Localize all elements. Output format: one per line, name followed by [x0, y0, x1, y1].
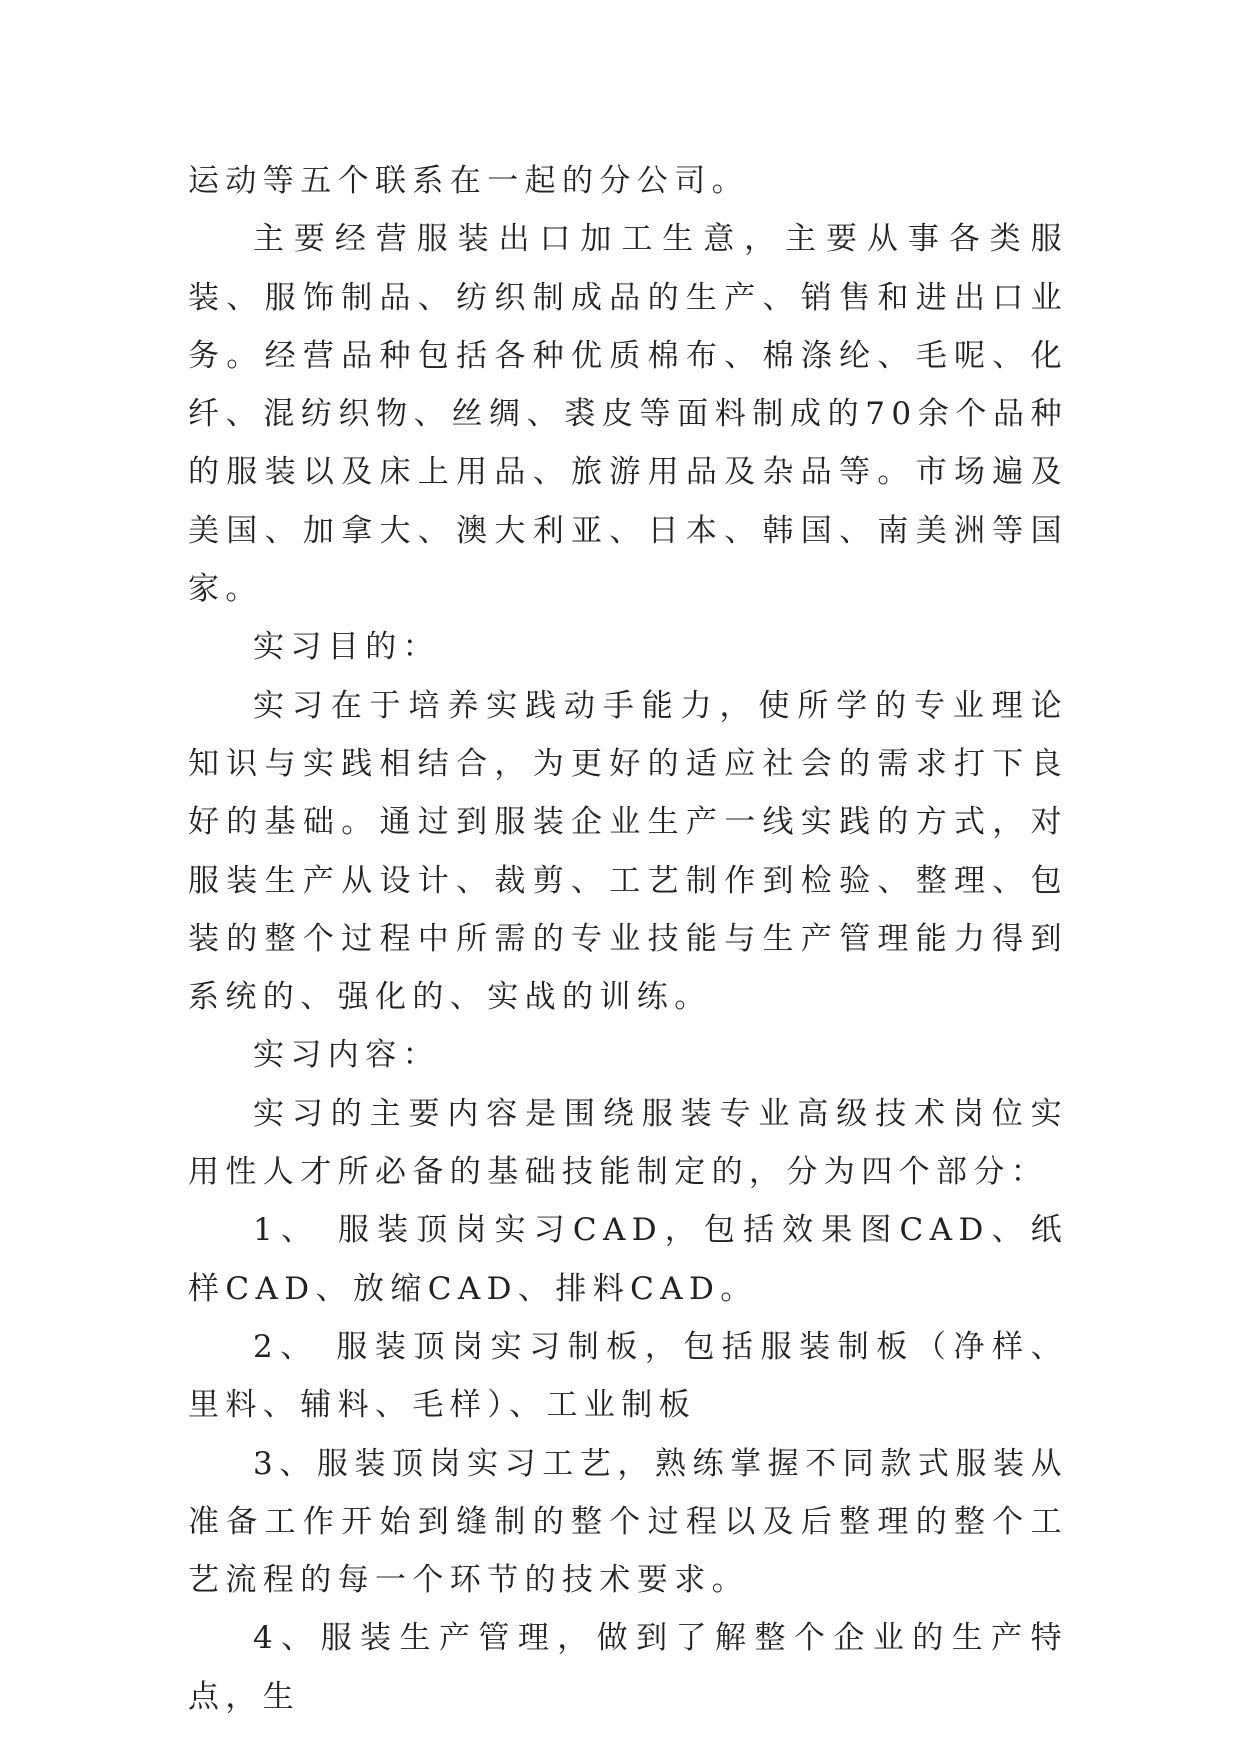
paragraph-company-intro-end: 运动等五个联系在一起的分公司。: [188, 163, 749, 199]
list-item-cad: 1、 服装顶岗实习CAD，包括效果图CAD、纸样CAD、放缩CAD、排料CAD。: [188, 1212, 1068, 1307]
list-item-craft: 3、服装顶岗实习工艺，熟练掌握不同款式服装从准备工作开始到缝制的整个过程以及后整理的整个工艺流程的每一个环节的技术要求。: [188, 1445, 1068, 1599]
list-item-production-management: 4、服装生产管理，做到了解整个企业的生产特点，生: [188, 1620, 1068, 1715]
paragraph-internship-purpose: 实习在于培养实践动手能力，使所学的专业理论知识与实践相结合，为更好的适应社会的需求打下良好的基础。通过到服装企业生产一线实践的方式，对服装生产从设计、裁剪、工艺制作到检验、整理、包装的整个过程中所需的专业技能与生产管理能力得到系统的、强化的、实战的训练。: [188, 687, 1068, 1016]
paragraph-internship-content: 实习的主要内容是围绕服装专业高级技术岗位实用性人才所必备的基础技能制定的，分为四个部分：: [188, 1095, 1068, 1191]
heading-internship-purpose: 实习目的：: [253, 629, 440, 666]
list-item-pattern-making: 2、 服装顶岗实习制板，包括服装制板（净样、里料、辅料、毛样）、工业制板: [188, 1328, 1068, 1424]
heading-internship-content: 实习内容：: [253, 1037, 440, 1074]
paragraph-business-scope: 主要经营服装出口加工生意，主要从事各类服装、服饰制品、纺织制成品的生产、销售和进出口业务。经营品种包括各种优质棉布、棉涤纶、毛呢、化纤、混纺织物、丝绸、裘皮等面料制成的70余个品种的服装以及床上用品、旅游用品及杂品等。市场遍及美国、加拿大、澳大利亚、日本、韩国、南美洲等国家。: [188, 221, 1068, 608]
document-body: [188, 152, 1068, 1726]
